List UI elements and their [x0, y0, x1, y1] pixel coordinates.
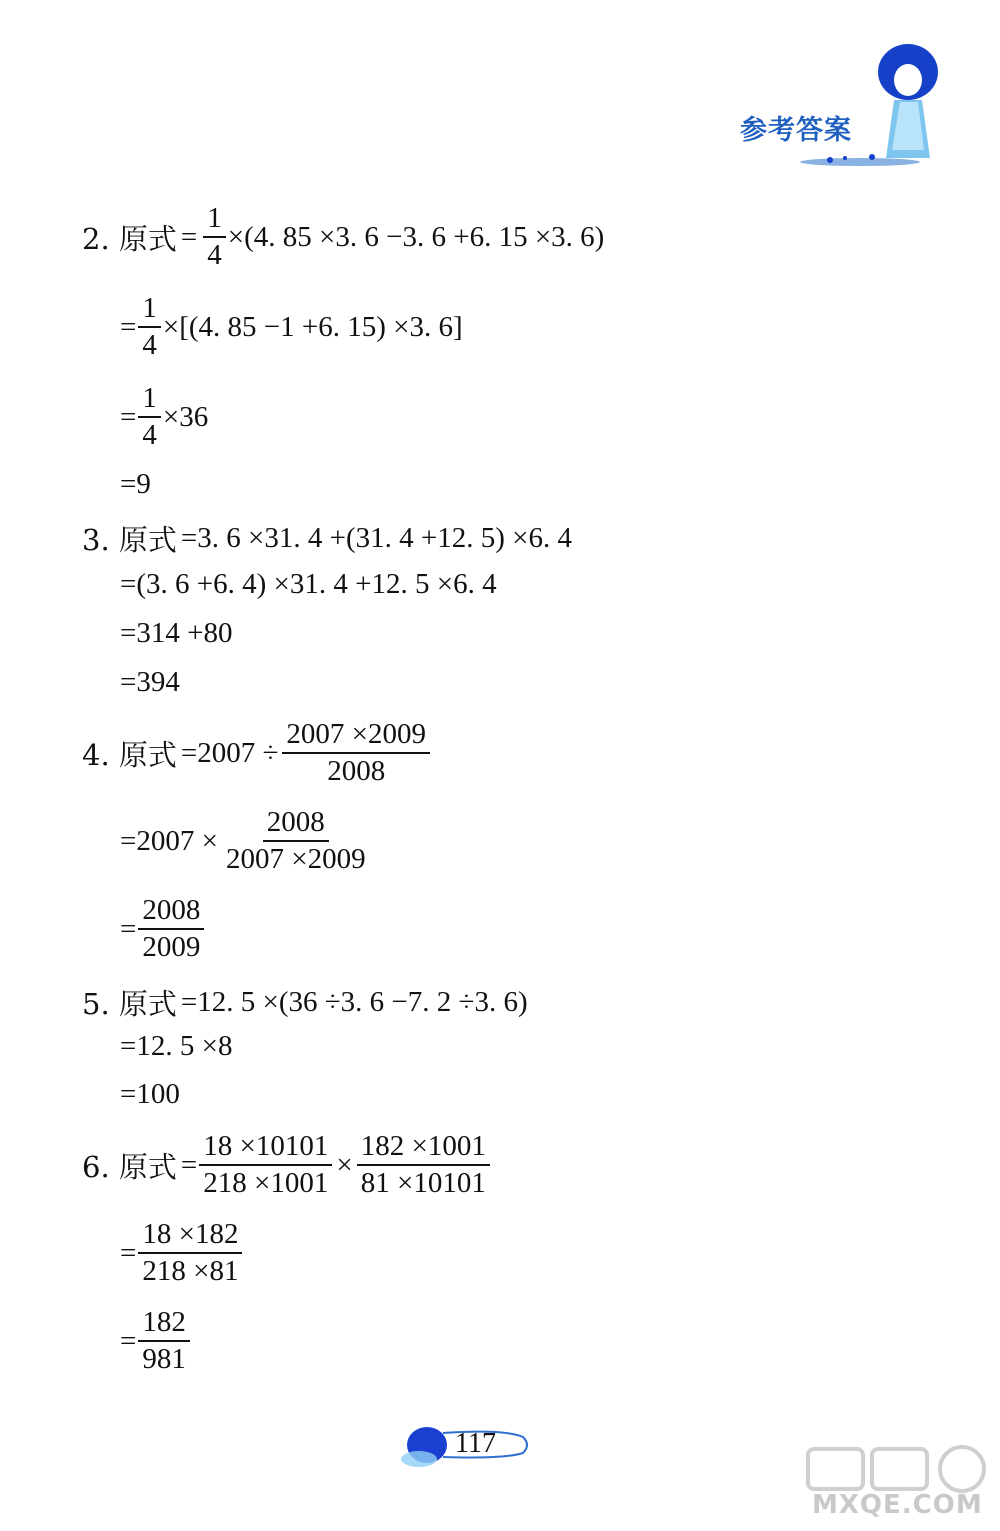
problem-label: 4. 原式	[82, 737, 177, 772]
denominator: 4	[142, 419, 157, 452]
denominator: 4	[142, 329, 157, 362]
expression: =(3. 6 +6. 4) ×31. 4 +12. 5 ×6. 4	[120, 568, 497, 600]
solution-6-line-1	[82, 1130, 492, 1201]
numerator: 2008	[263, 806, 329, 842]
solution-5-line-2	[120, 1030, 232, 1063]
solution-4-line-2	[120, 806, 372, 877]
numerator: 1	[203, 202, 226, 238]
fraction	[357, 1130, 490, 1201]
numerator: 182 ×1001	[357, 1130, 490, 1166]
solution-5-line-1	[82, 982, 528, 1023]
numerator: 2007 ×2009	[282, 718, 430, 754]
solution-2-line-1	[82, 202, 604, 273]
solution-5-line-3	[120, 1078, 180, 1111]
denominator: 981	[142, 1343, 186, 1376]
solution-3-line-1	[82, 518, 572, 559]
expression: =12. 5 ×8	[120, 1030, 233, 1062]
fraction	[138, 382, 161, 453]
solution-2-line-4	[120, 468, 151, 501]
problem-label: 5. 原式	[82, 987, 177, 1021]
fraction	[138, 1306, 190, 1377]
equals-sign: =	[120, 912, 137, 945]
denominator: 218 ×81	[142, 1255, 239, 1288]
denominator: 2007 ×2009	[225, 843, 366, 876]
numerator: 182	[138, 1306, 190, 1342]
expression: =314 +80	[120, 617, 233, 649]
fraction	[203, 202, 226, 273]
expression: =100	[120, 1078, 180, 1110]
solution-3-line-3	[120, 617, 232, 650]
equals-sign: =	[180, 220, 198, 253]
girl-illustration	[790, 40, 950, 170]
numerator: 18 ×10101	[199, 1130, 332, 1166]
watermark-text: MXQE.COM	[812, 1490, 983, 1520]
times-sign: ×	[336, 1148, 353, 1181]
expression: =12. 5 ×(36 ÷3. 6 −7. 2 ÷3. 6)	[180, 986, 528, 1018]
answer-key-title: 参考答案	[740, 115, 852, 146]
page-number: 117	[455, 1428, 496, 1459]
equals-sign: =	[120, 400, 137, 433]
solution-2-line-3	[120, 382, 208, 453]
numerator: 2008	[138, 894, 204, 930]
problem-label: 2. 原式	[82, 221, 177, 256]
denominator: 81 ×10101	[360, 1167, 486, 1200]
numerator: 1	[138, 292, 161, 328]
solution-6-line-3	[120, 1306, 192, 1377]
denominator: 2009	[142, 931, 201, 964]
denominator: 4	[207, 239, 222, 272]
denominator: 218 ×1001	[203, 1167, 329, 1200]
expression: =2007 ×	[120, 824, 218, 857]
fraction	[282, 718, 430, 789]
expression: ×(4. 85 ×3. 6 −3. 6 +6. 15 ×3. 6)	[227, 220, 605, 253]
expression: =2007 ÷	[180, 736, 279, 769]
expression: =3. 6 ×31. 4 +(31. 4 +12. 5) ×6. 4	[180, 522, 572, 554]
numerator: 18 ×182	[138, 1218, 242, 1254]
denominator: 2008	[327, 755, 386, 788]
solution-3-line-4	[120, 666, 180, 699]
solution-3-line-2	[120, 568, 497, 601]
equals-sign: =	[120, 310, 137, 343]
solution-2-line-2	[120, 292, 463, 363]
expression: ×36	[162, 400, 209, 433]
equals-sign: =	[120, 1236, 137, 1269]
solution-4-line-1	[82, 718, 432, 789]
solution-6-line-2	[120, 1218, 244, 1289]
problem-label: 3. 原式	[82, 523, 177, 557]
fraction	[222, 806, 370, 877]
expression: =394	[120, 666, 180, 698]
solution-4-line-3	[120, 894, 206, 965]
expression: ×[(4. 85 −1 +6. 15) ×3. 6]	[162, 310, 463, 343]
expression: =9	[120, 468, 151, 500]
fraction	[138, 1218, 242, 1289]
fraction	[138, 292, 161, 363]
fraction	[138, 894, 204, 965]
problem-label: 6. 原式	[82, 1149, 177, 1184]
equals-sign: =	[120, 1324, 137, 1357]
numerator: 1	[138, 382, 161, 418]
equals-sign: =	[180, 1148, 198, 1181]
fraction	[199, 1130, 332, 1201]
